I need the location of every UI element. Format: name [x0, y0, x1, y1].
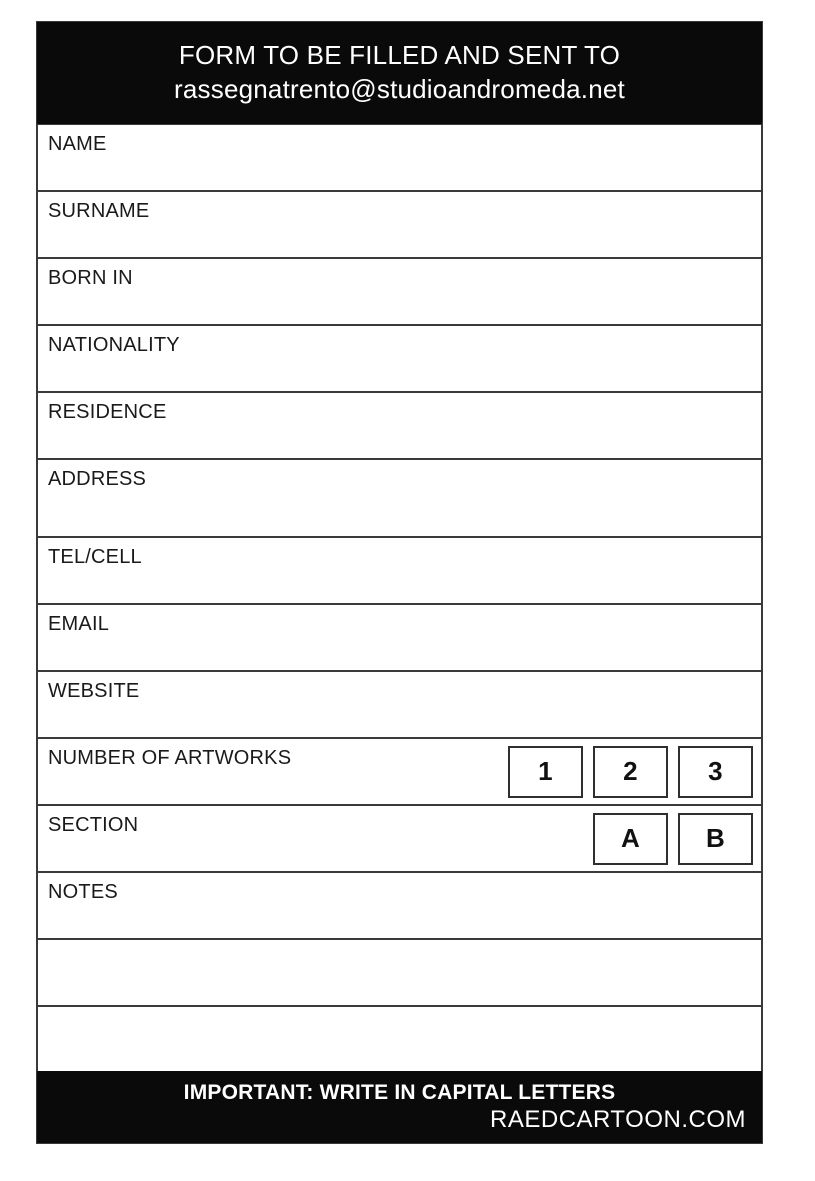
- form-header-band: [37, 22, 762, 124]
- field-label-residence: RESIDENCE: [48, 401, 167, 423]
- field-label-born-in: BORN IN: [48, 267, 133, 289]
- form-footer-band: [37, 1071, 762, 1143]
- form-header-email: rassegnatrento@studioandromeda.net: [174, 74, 625, 104]
- field-label-email: EMAIL: [48, 613, 110, 635]
- artworks-option-3[interactable]: 3: [678, 746, 753, 798]
- field-row-nationality[interactable]: [38, 324, 761, 391]
- field-row-email[interactable]: [38, 603, 761, 670]
- field-row-tel-cell[interactable]: [38, 536, 761, 603]
- field-label-notes: NOTES: [48, 881, 118, 903]
- field-row-number-of-artworks: [38, 737, 761, 804]
- field-row-website[interactable]: [38, 670, 761, 737]
- field-label-website: WEBSITE: [48, 680, 140, 702]
- field-row-section: [38, 804, 761, 871]
- field-row-address[interactable]: [38, 458, 761, 536]
- field-label-number-of-artworks: NUMBER OF ARTWORKS: [48, 747, 292, 769]
- section-option-b[interactable]: B: [678, 813, 753, 865]
- field-row-name[interactable]: [38, 123, 761, 190]
- field-row-born-in[interactable]: [38, 257, 761, 324]
- section-options: [593, 813, 753, 865]
- notes-blank-row-2[interactable]: [38, 1005, 761, 1072]
- notes-blank-row-1[interactable]: [38, 938, 761, 1005]
- form-sheet: [36, 21, 763, 1144]
- field-row-residence[interactable]: [38, 391, 761, 458]
- field-row-notes[interactable]: [38, 871, 761, 938]
- artworks-options: [508, 746, 753, 798]
- section-option-a[interactable]: A: [593, 813, 668, 865]
- field-label-tel-cell: TEL/CELL: [48, 546, 142, 568]
- field-label-nationality: NATIONALITY: [48, 334, 180, 356]
- field-label-section: SECTION: [48, 814, 139, 836]
- footer-warning-text: IMPORTANT: WRITE IN CAPITAL LETTERS: [183, 1080, 616, 1104]
- field-row-surname[interactable]: [38, 190, 761, 257]
- footer-credit-text: RAEDCARTOON.COM: [490, 1105, 746, 1133]
- artworks-option-1[interactable]: 1: [508, 746, 583, 798]
- field-label-surname: SURNAME: [48, 200, 150, 222]
- field-label-address: ADDRESS: [48, 468, 147, 490]
- field-label-name: NAME: [48, 133, 107, 155]
- artworks-option-2[interactable]: 2: [593, 746, 668, 798]
- form-header-title: FORM TO BE FILLED AND SENT TO: [178, 40, 621, 71]
